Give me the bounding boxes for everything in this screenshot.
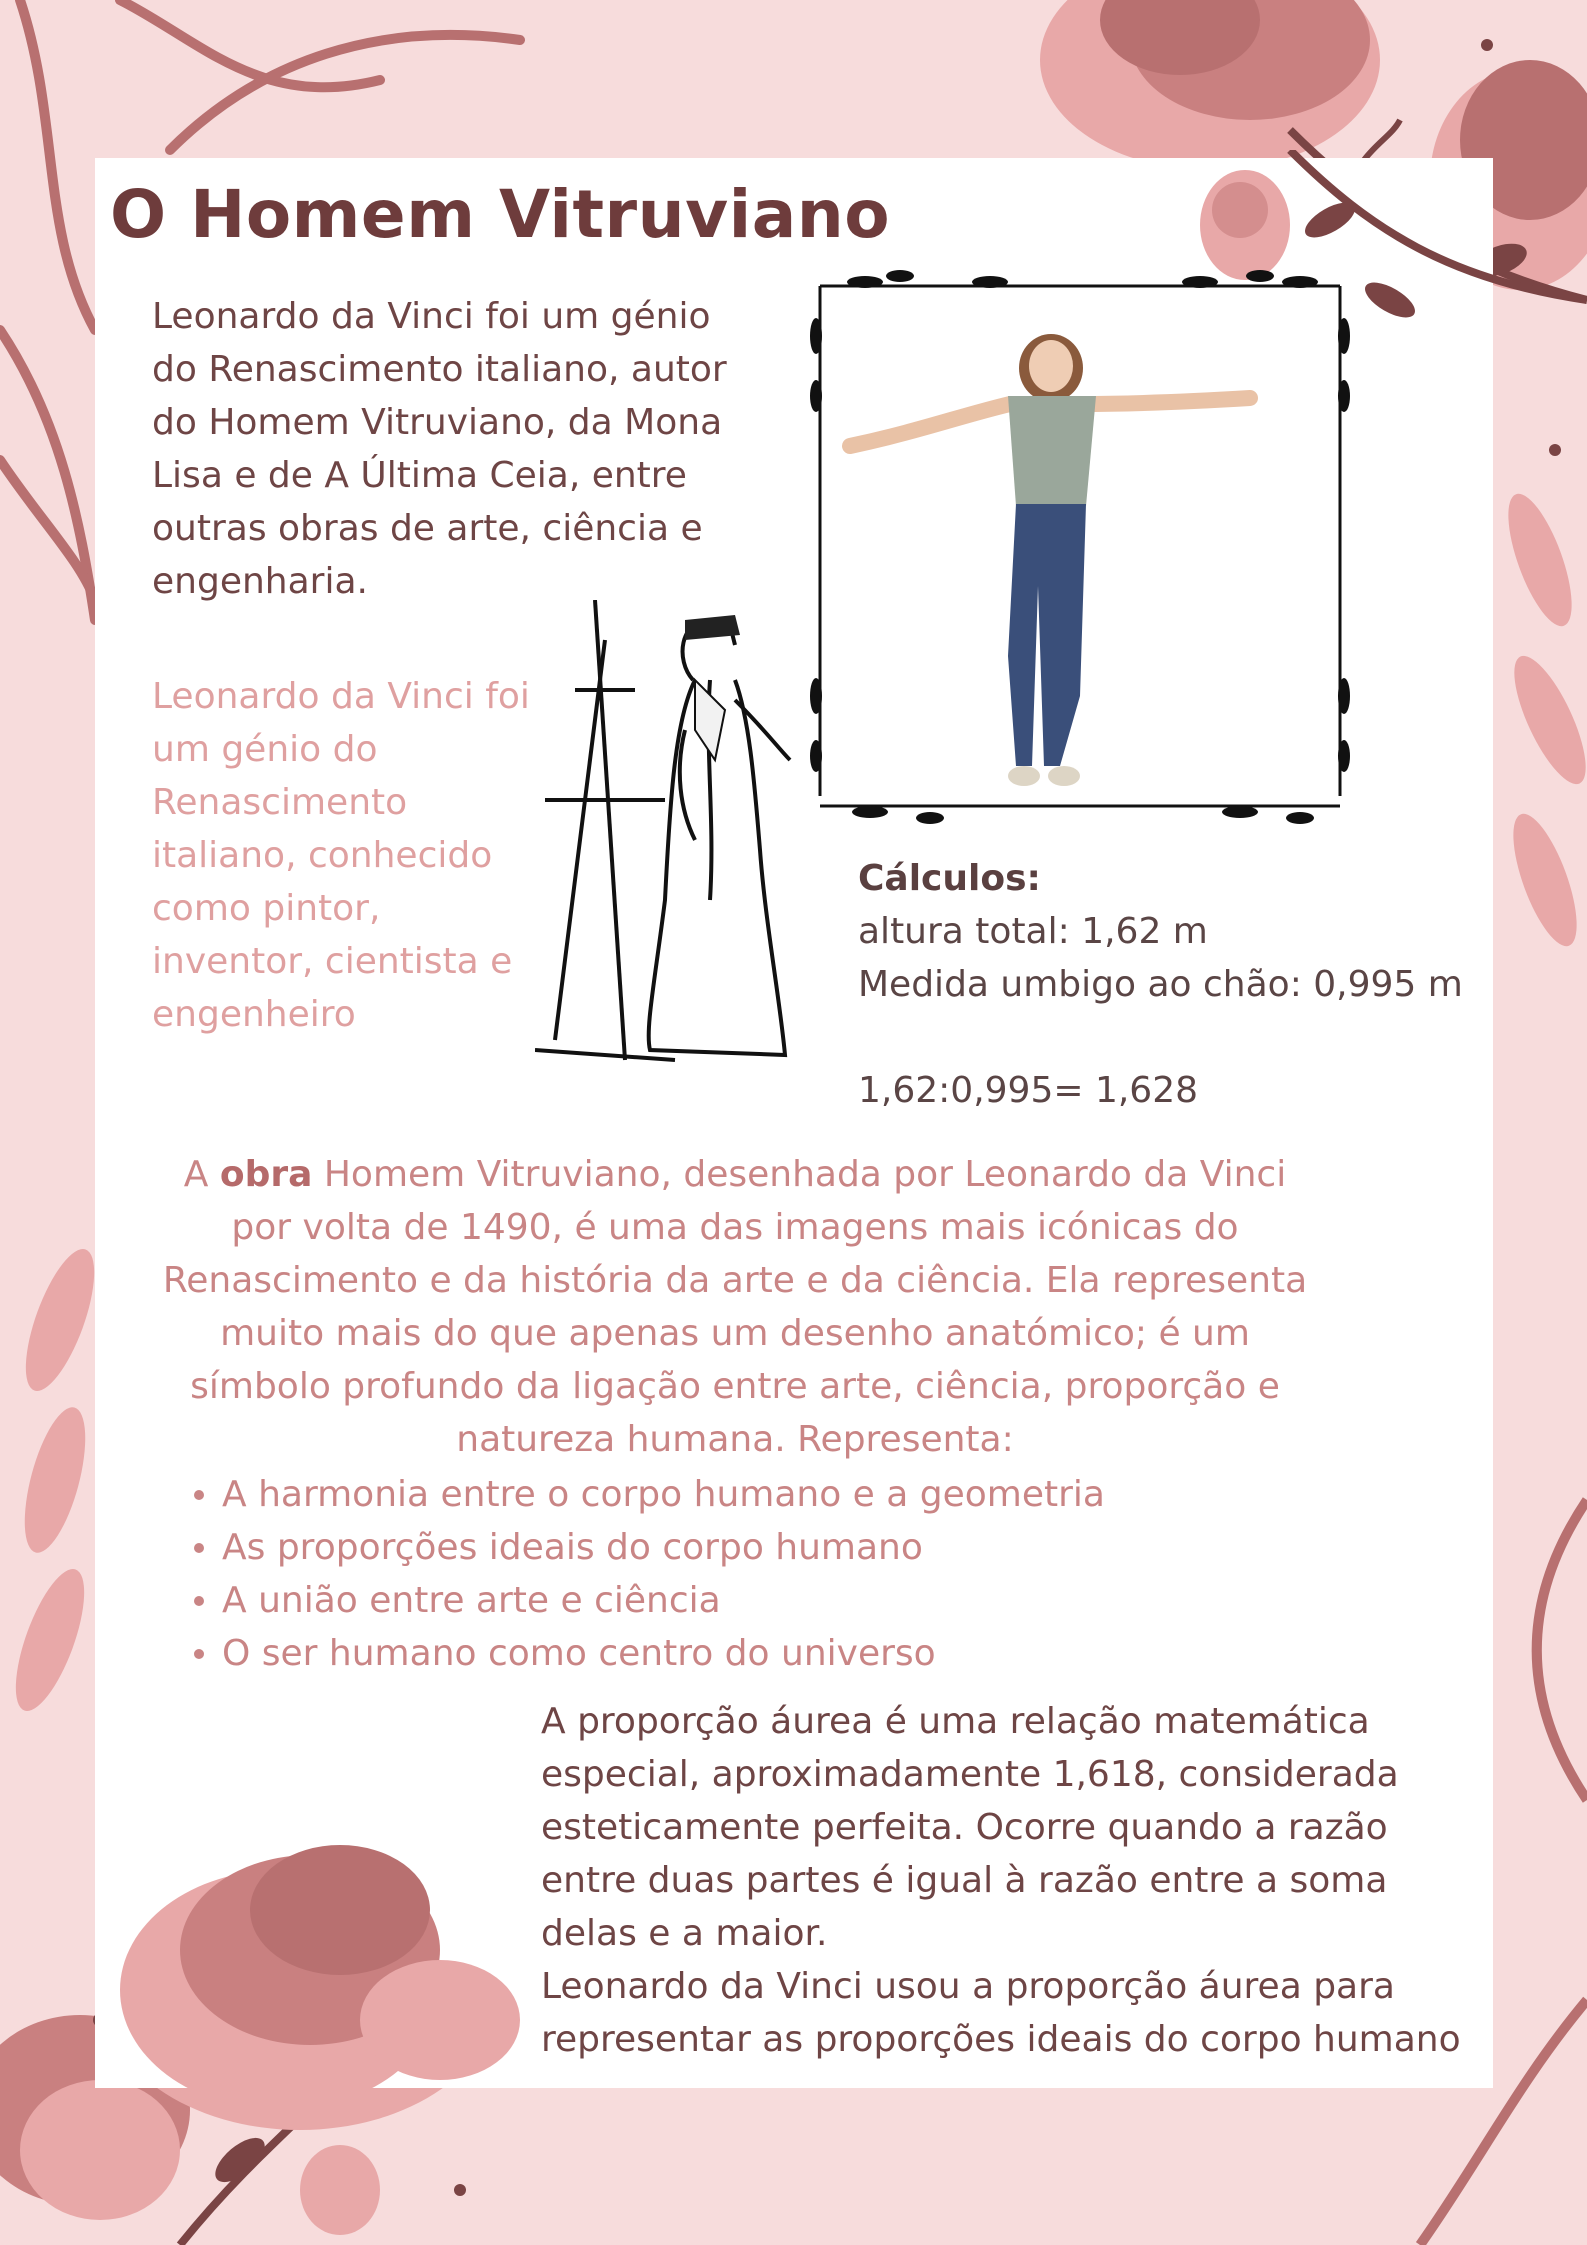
total-height-line: altura total: 1,62 m xyxy=(858,911,1208,952)
representation-list xyxy=(222,1468,1222,1680)
calculations-heading: Cálculos: xyxy=(858,858,1041,899)
golden-ratio-leonardo: Leonardo da Vinci usou a proporção áurea para representar as proporções ideais do corpo humano xyxy=(541,1966,1461,2060)
ratio-line: 1,62:0,995= 1,628 xyxy=(858,1070,1199,1111)
obra-rest: Homem Vitruviano, desenhada por Leonardo da Vinci por volta de 1490, é uma das imagens mais icónicas do Renascimento e da história da arte e da ciência. Ela representa muito mais do que apenas um desenho anatómico; é um símbolo profundo da ligação entre arte, ciência, proporção e natureza humana. Representa: xyxy=(162,1154,1308,1460)
photo-frame xyxy=(780,256,1380,836)
person-photo xyxy=(850,334,1250,786)
golden-ratio-paragraph xyxy=(541,1695,1491,2066)
list-item: A harmonia entre o corpo humano e a geometria xyxy=(222,1468,1222,1521)
page-title: O Homem Vitruviano xyxy=(110,176,891,253)
obra-paragraph xyxy=(150,1148,1320,1466)
calculations-block xyxy=(858,852,1498,1117)
leaf-branch-left xyxy=(2,1241,108,1718)
leonardo-drawing xyxy=(535,600,825,1070)
flower-overlay-bottom-left xyxy=(110,1820,560,2120)
obra-bold-word: obra xyxy=(219,1154,313,1195)
obra-prefix: A xyxy=(183,1154,220,1195)
list-item: A união entre arte e ciência xyxy=(222,1574,1222,1627)
pink-paragraph: Leonardo da Vinci foi um génio do Renascimento italiano, conhecido como pintor, inventor, cientista e engenheiro xyxy=(152,676,530,1035)
list-item: As proporções ideais do corpo humano xyxy=(222,1521,1222,1574)
intro-paragraph: Leonardo da Vinci foi um génio do Renascimento italiano, autor do Homem Vitruviano, da Mona Lisa e de A Última Ceia, entre outras obras de arte, ciência e engenharia. xyxy=(152,296,727,602)
list-item: O ser humano como centro do universo xyxy=(222,1627,1222,1680)
golden-ratio-definition: A proporção áurea é uma relação matemática especial, aproximadamente 1,618, considerada esteticamente perfeita. Ocorre quando a razão entre duas partes é igual à razão entre a soma delas e a maior. xyxy=(541,1701,1399,1954)
navel-height-line: Medida umbigo ao chão: 0,995 m xyxy=(858,964,1463,1005)
